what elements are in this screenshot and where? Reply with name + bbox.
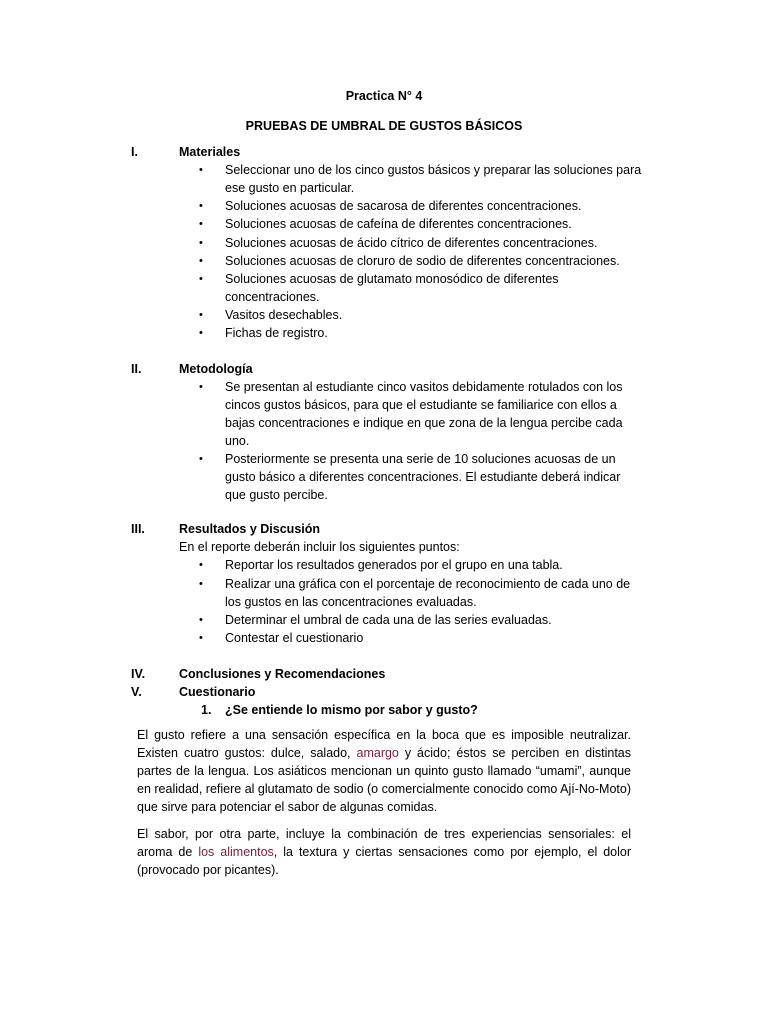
list-item: Determinar el umbral de cada una de las series evaluadas. [225, 613, 552, 627]
bullet-icon: • [199, 237, 203, 249]
bullet-icon: • [199, 200, 203, 212]
section-numeral: V. [131, 685, 142, 699]
list-item: Contestar el cuestionario [225, 631, 364, 645]
section-heading: Resultados y Discusión [179, 522, 321, 536]
list-item: Soluciones acuosas de sacarosa de diferentes concentraciones. [225, 199, 582, 213]
practice-title: Practica N° 4 [345, 89, 423, 103]
list-item-continuation: que gusto percibe. [225, 488, 328, 502]
list-item: Seleccionar uno de los cinco gustos básicos y preparar las soluciones para [225, 163, 642, 177]
list-item: Soluciones acuosas de glutamato monosódico de diferentes [225, 272, 559, 286]
question-number: 1. [201, 703, 212, 717]
list-item: Se presentan al estudiante cinco vasitos debidamente rotulados con los [225, 380, 623, 394]
section-heading: Materiales [179, 145, 241, 159]
list-item: Soluciones acuosas de cloruro de sodio de diferentes concentraciones. [225, 254, 620, 268]
list-item-continuation: uno. [225, 434, 250, 448]
bullet-icon: • [199, 453, 203, 465]
bullet-icon: • [199, 327, 203, 339]
list-item-continuation: los gustos en las concentraciones evaluadas. [225, 595, 477, 609]
section-intro: En el reporte deberán incluir los siguientes puntos: [179, 540, 460, 554]
paragraph-text: y ácido; éstos se perciben en distintas partes de la lengua. Los asiáticos mencionan un quinto gusto llamado “umami”, aunque en realidad, refiere al glutamato de sodio (o comercialmente conocido como Ají-No-Moto) que sirve para potenciar el sabor de algunas comidas. [137, 746, 631, 814]
alimentos-link[interactable]: los alimentos [198, 845, 274, 859]
section-numeral: IV. [131, 667, 146, 681]
bullet-icon: • [199, 614, 203, 626]
paragraph-text: El sabor, por otra parte, incluye la combinación de tres experiencias sensoriales: el aroma de [137, 827, 631, 859]
list-item-continuation: ese gusto en particular. [225, 181, 355, 195]
list-item: Reportar los resultados generados por el grupo en una tabla. [225, 558, 563, 572]
bullet-icon: • [199, 578, 203, 590]
section-heading: Conclusiones y Recomendaciones [179, 667, 386, 681]
bullet-icon: • [199, 559, 203, 571]
section-heading: Cuestionario [179, 685, 256, 699]
section-numeral: I. [131, 145, 138, 159]
list-item-continuation: cincos gustos básicos, para que el estudiante se familiarice con ellos a [225, 398, 617, 412]
bullet-icon: • [199, 381, 203, 393]
answer-paragraph-sabor [137, 825, 631, 879]
paragraph-text: El gusto refiere a una sensación específica en la boca que es imposible neutralizar. Existen cuatro gustos: dulce, salado, [137, 728, 631, 760]
bullet-icon: • [199, 273, 203, 285]
question-text: ¿Se entiende lo mismo por sabor y gusto? [225, 703, 478, 717]
bullet-icon: • [199, 632, 203, 644]
section-numeral: III. [131, 522, 145, 536]
section-heading: Metodología [179, 362, 253, 376]
list-item-continuation: bajas concentraciones e indique en que zona de la lengua percibe cada [225, 416, 623, 430]
bullet-icon: • [199, 164, 203, 176]
bullet-icon: • [199, 218, 203, 230]
list-item-continuation: concentraciones. [225, 290, 320, 304]
answer-paragraph-gusto [137, 726, 631, 816]
list-item: Posteriormente se presenta una serie de 10 soluciones acuosas de un [225, 452, 616, 466]
paragraph-text: , la textura y ciertas sensaciones como por ejemplo, el dolor (provocado por picantes). [137, 845, 632, 877]
section-numeral: II. [131, 362, 142, 376]
list-item-continuation: gusto básico a diferentes concentraciones. El estudiante deberá indicar [225, 470, 621, 484]
main-title: PRUEBAS DE UMBRAL DE GUSTOS BÁSICOS [245, 119, 523, 133]
list-item: Vasitos desechables. [225, 308, 343, 322]
list-item: Soluciones acuosas de cafeína de diferentes concentraciones. [225, 217, 572, 231]
bullet-icon: • [199, 255, 203, 267]
list-item: Realizar una gráfica con el porcentaje de reconocimiento de cada uno de [225, 577, 631, 591]
list-item: Fichas de registro. [225, 326, 328, 340]
list-item: Soluciones acuosas de ácido cítrico de diferentes concentraciones. [225, 236, 598, 250]
bullet-icon: • [199, 309, 203, 321]
amargo-link[interactable]: amargo [356, 746, 399, 760]
